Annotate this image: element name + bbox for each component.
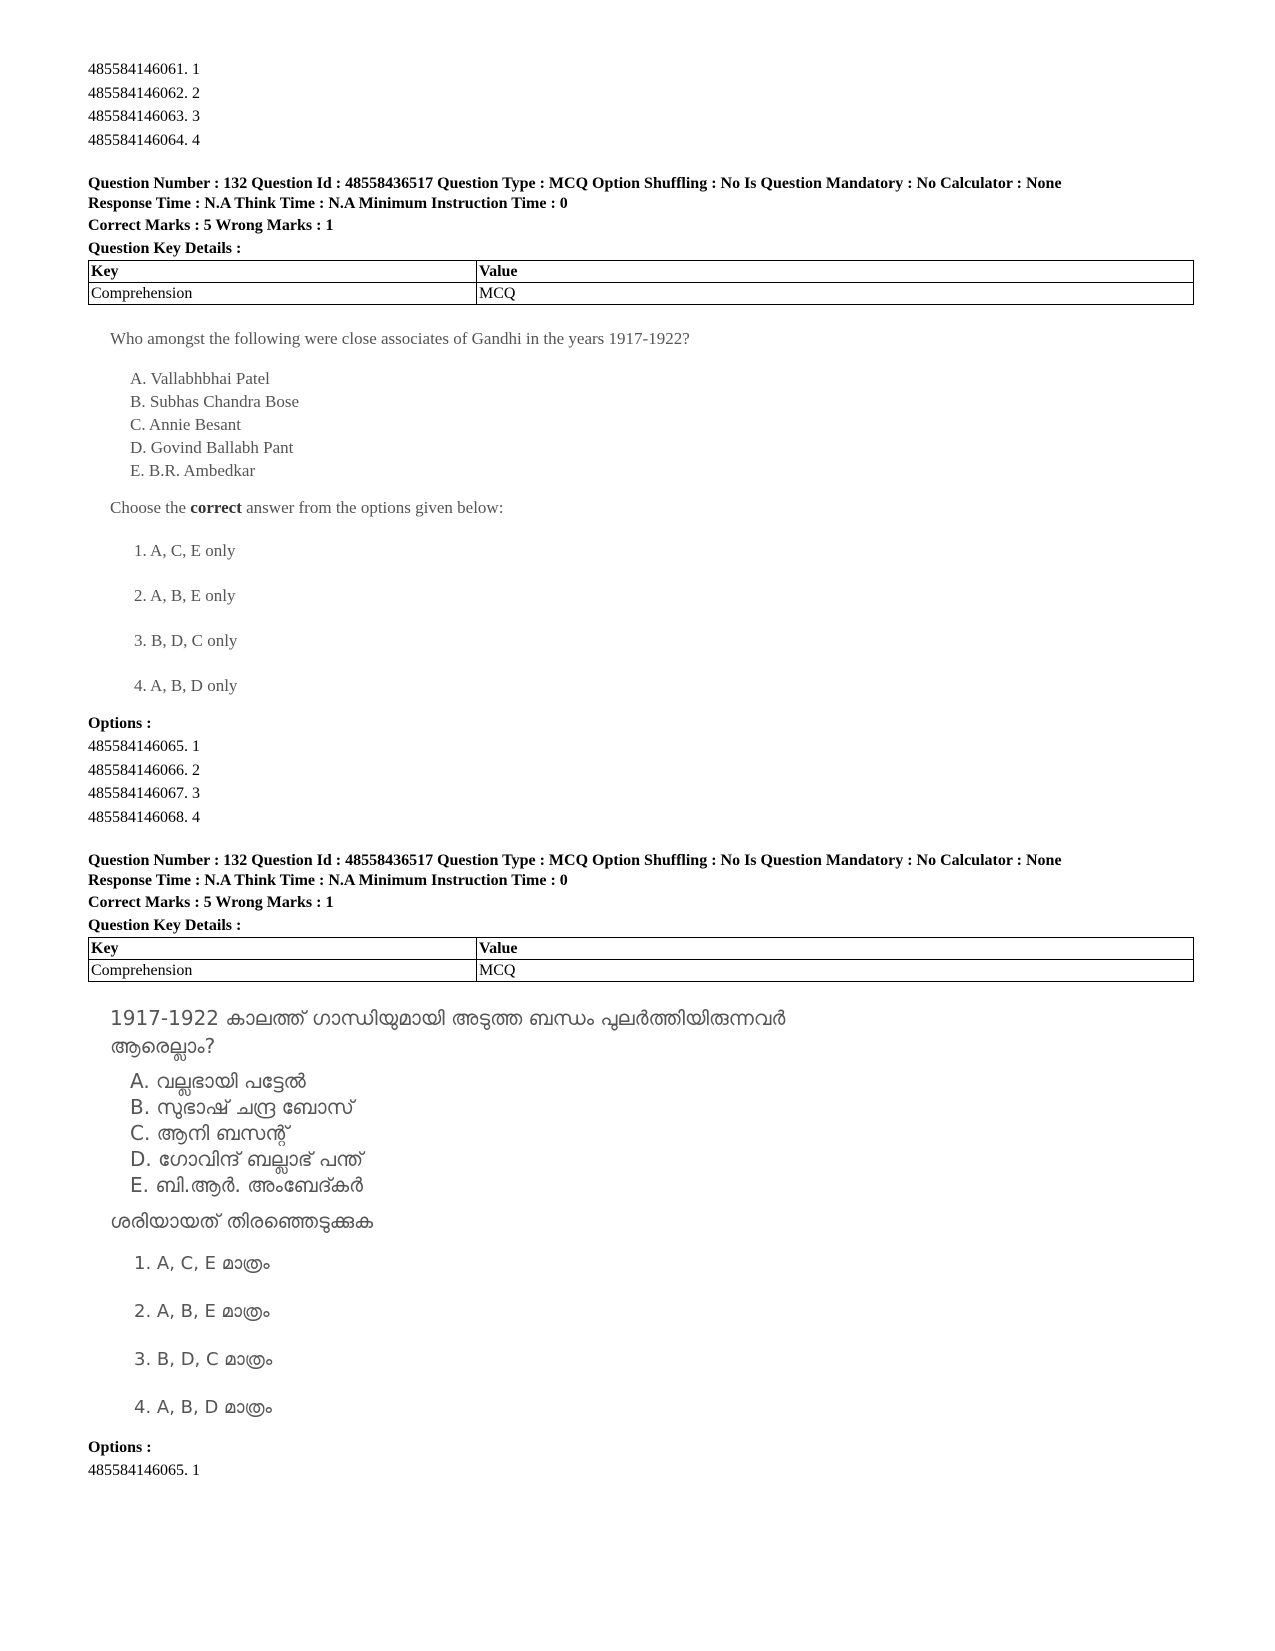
document-page <box>88 58 1194 1483</box>
question-meta-line1: Question Number : 132 Question Id : 48558436517 Question Type : MCQ Option Shuffling : No Is Question Mandatory : No Calculator : None <box>88 852 1062 869</box>
option-item: 485584146062. 2 <box>88 84 200 102</box>
answer-item: 4. A, B, D മാത്രം <box>134 1397 272 1418</box>
question-meta-line2: Response Time : N.A Think Time : N.A Minimum Instruction Time : 0 <box>88 872 568 889</box>
choice-item: E. ബി.ആർ. അംബേദ്കർ <box>130 1173 364 1197</box>
question-content <box>110 327 1194 708</box>
choice-item: D. ഗോവിന്ദ് ബല്ലാഭ് പന്ത് <box>130 1147 364 1171</box>
choice-item: B. Subhas Chandra Bose <box>130 392 300 411</box>
question-content <box>110 1004 1194 1432</box>
key-cell: Comprehension <box>89 960 477 982</box>
question-block-malayalam <box>88 851 1194 1483</box>
question-choices <box>130 367 1194 482</box>
answer-list <box>134 528 1194 708</box>
instruction-text: answer from the options given below: <box>241 498 504 517</box>
key-cell: Comprehension <box>89 283 477 305</box>
value-header: Value <box>477 938 1194 960</box>
question-stem-line: 1917-1922 കാലത്ത് ഗാന്ധിയുമായി അടുത്ത ബന്ധം പുലർത്തിയിരുന്നവർ <box>110 1006 786 1030</box>
option-item: 485584146061. 1 <box>88 61 200 78</box>
answer-item: 1. A, C, E മാത്രം <box>134 1253 270 1274</box>
key-details-label: Question Key Details : <box>88 240 242 257</box>
answer-item: 2. A, B, E only <box>134 586 236 605</box>
key-header: Key <box>89 938 477 960</box>
question-meta-line2: Response Time : N.A Think Time : N.A Minimum Instruction Time : 0 <box>88 195 568 212</box>
options-label: Options : <box>88 715 152 732</box>
option-item: 485584146063. 3 <box>88 108 200 125</box>
question-instruction <box>110 496 1194 520</box>
key-value-table <box>88 260 1194 305</box>
options-label: Options : <box>88 1439 152 1456</box>
answer-item: 2. A, B, E മാത്രം <box>134 1301 270 1322</box>
value-header: Value <box>477 261 1194 283</box>
question-meta-line1: Question Number : 132 Question Id : 48558436517 Question Type : MCQ Option Shuffling : No Is Question Mandatory : No Calculator : None <box>88 175 1062 192</box>
option-item: 485584146066. 2 <box>88 761 200 779</box>
options-list <box>88 1459 1194 1483</box>
value-cell: MCQ <box>477 960 1194 982</box>
choice-item: D. Govind Ballabh Pant <box>130 438 294 457</box>
option-item: 485584146067. 3 <box>88 785 200 802</box>
choice-item: A. Vallabhbhai Patel <box>130 369 270 388</box>
instruction-text: Choose the <box>110 498 191 517</box>
question-stem <box>110 1004 1194 1060</box>
option-item: 485584146065. 1 <box>88 738 200 755</box>
option-item: 485584146064. 4 <box>88 131 200 149</box>
question-stem: Who amongst the following were close associates of Gandhi in the years 1917-1922? <box>110 329 690 348</box>
question-choices <box>130 1068 1194 1198</box>
answer-item: 3. B, D, C മാത്രം <box>134 1349 273 1370</box>
value-cell: MCQ <box>477 283 1194 305</box>
question-marks: Correct Marks : 5 Wrong Marks : 1 <box>88 894 334 911</box>
options-list <box>88 735 1194 829</box>
question-marks: Correct Marks : 5 Wrong Marks : 1 <box>88 217 334 234</box>
key-value-table <box>88 937 1194 982</box>
choice-item: B. സുഭാഷ് ചന്ദ്ര ബോസ് <box>130 1095 354 1119</box>
key-details-label: Question Key Details : <box>88 917 242 934</box>
key-header: Key <box>89 261 477 283</box>
choice-item: C. ആനി ബസന്റ് <box>130 1121 289 1145</box>
option-item: 485584146068. 4 <box>88 808 200 826</box>
choice-item: A. വല്ലഭായി പട്ടേൽ <box>130 1069 306 1093</box>
question-stem-line: ആരെല്ലാം? <box>110 1034 216 1058</box>
answer-item: 3. B, D, C only <box>134 631 238 650</box>
answer-item: 4. A, B, D only <box>134 676 238 695</box>
answer-list <box>134 1240 1194 1432</box>
choice-item: C. Annie Besant <box>130 415 241 434</box>
top-options-list <box>88 58 1194 152</box>
option-item: 485584146065. 1 <box>88 1462 200 1479</box>
answer-item: 1. A, C, E only <box>134 541 236 560</box>
question-block-english <box>88 174 1194 829</box>
question-instruction: ശരിയായത് തിരഞ്ഞെടുക്കുക <box>110 1209 374 1233</box>
instruction-bold: correct <box>190 498 242 517</box>
choice-item: E. B.R. Ambedkar <box>130 461 256 480</box>
